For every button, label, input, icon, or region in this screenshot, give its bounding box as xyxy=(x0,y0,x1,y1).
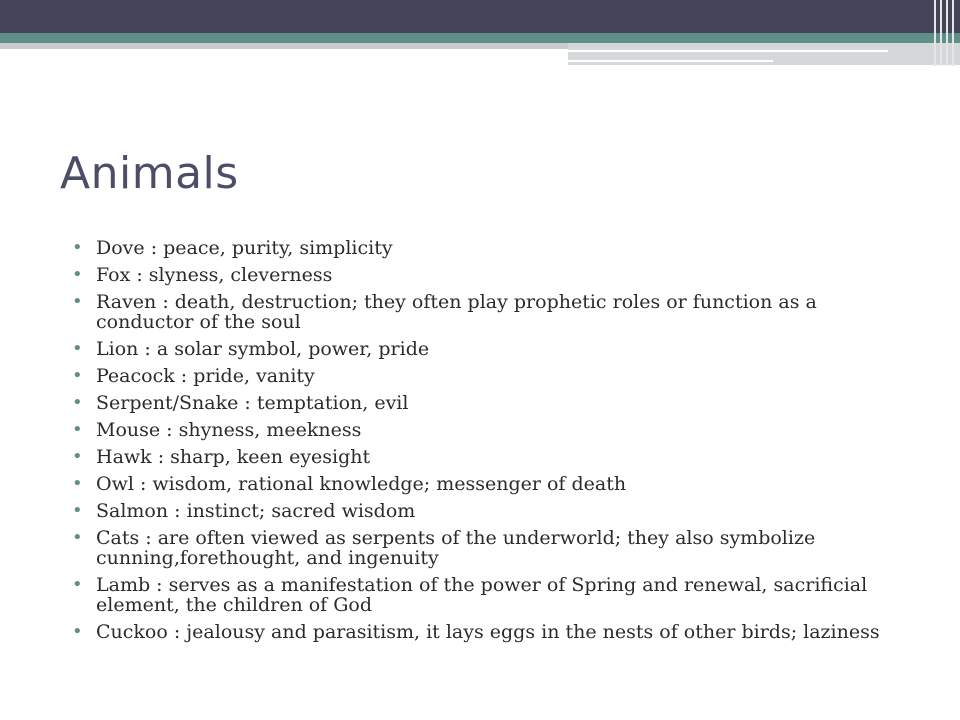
bullet-icon: • xyxy=(72,264,83,285)
list-item-text: Raven : death, destruction; they often play prophetic roles or function as a conductor of the soul xyxy=(96,291,817,333)
bullet-icon: • xyxy=(72,365,83,386)
list-item xyxy=(72,366,892,386)
list-item-text: Owl : wisdom, rational knowledge; messenger of death xyxy=(96,473,627,495)
header-bar-gray-left xyxy=(0,43,568,49)
bullet-icon: • xyxy=(72,527,83,548)
list-item xyxy=(72,420,892,440)
list-item xyxy=(72,501,892,521)
bullet-icon: • xyxy=(72,574,83,595)
list-item-text: Serpent/Snake : temptation, evil xyxy=(96,392,409,414)
bullet-icon: • xyxy=(72,419,83,440)
bullet-icon: • xyxy=(72,392,83,413)
header-vertical-lines xyxy=(930,0,960,66)
header-accent-line xyxy=(568,50,888,52)
vertical-line xyxy=(952,0,954,66)
list-item-text: Lamb : serves as a manifestation of the power of Spring and renewal, sacrificial element, the children of God xyxy=(96,574,868,616)
list-item-text: Mouse : shyness, meekness xyxy=(96,419,362,441)
list-item xyxy=(72,622,892,642)
list-item-text: Dove : peace, purity, simplicity xyxy=(96,237,393,259)
bullet-list xyxy=(72,238,892,649)
vertical-line xyxy=(934,0,936,66)
list-item-text: Fox : slyness, cleverness xyxy=(96,264,333,286)
bullet-icon: • xyxy=(72,621,83,642)
list-item xyxy=(72,292,892,332)
list-item xyxy=(72,447,892,467)
list-item-text: Cats : are often viewed as serpents of the underworld; they also symbolize cunning,forethought, and ingenuity xyxy=(96,527,816,569)
bullet-icon: • xyxy=(72,237,83,258)
list-item xyxy=(72,474,892,494)
slide-title: Animals xyxy=(60,148,239,199)
vertical-line xyxy=(946,0,948,66)
list-item-text: Lion : a solar symbol, power, pride xyxy=(96,338,430,360)
list-item xyxy=(72,393,892,413)
bullet-icon: • xyxy=(72,291,83,312)
list-item-text: Peacock : pride, vanity xyxy=(96,365,315,387)
bullet-icon: • xyxy=(72,500,83,521)
list-item-text: Hawk : sharp, keen eyesight xyxy=(96,446,371,468)
header-accent-line-short xyxy=(568,60,773,62)
header-bar-dark xyxy=(0,0,960,33)
bullet-icon: • xyxy=(72,338,83,359)
list-item xyxy=(72,339,892,359)
list-item-text: Cuckoo : jealousy and parasitism, it lays eggs in the nests of other birds; laziness xyxy=(96,621,880,643)
vertical-line xyxy=(940,0,942,66)
bullet-icon: • xyxy=(72,473,83,494)
header-bar-teal xyxy=(0,33,960,43)
list-item xyxy=(72,575,892,615)
list-item xyxy=(72,238,892,258)
list-item-text: Salmon : instinct; sacred wisdom xyxy=(96,500,416,522)
bullet-icon: • xyxy=(72,446,83,467)
list-item xyxy=(72,528,892,568)
list-item xyxy=(72,265,892,285)
